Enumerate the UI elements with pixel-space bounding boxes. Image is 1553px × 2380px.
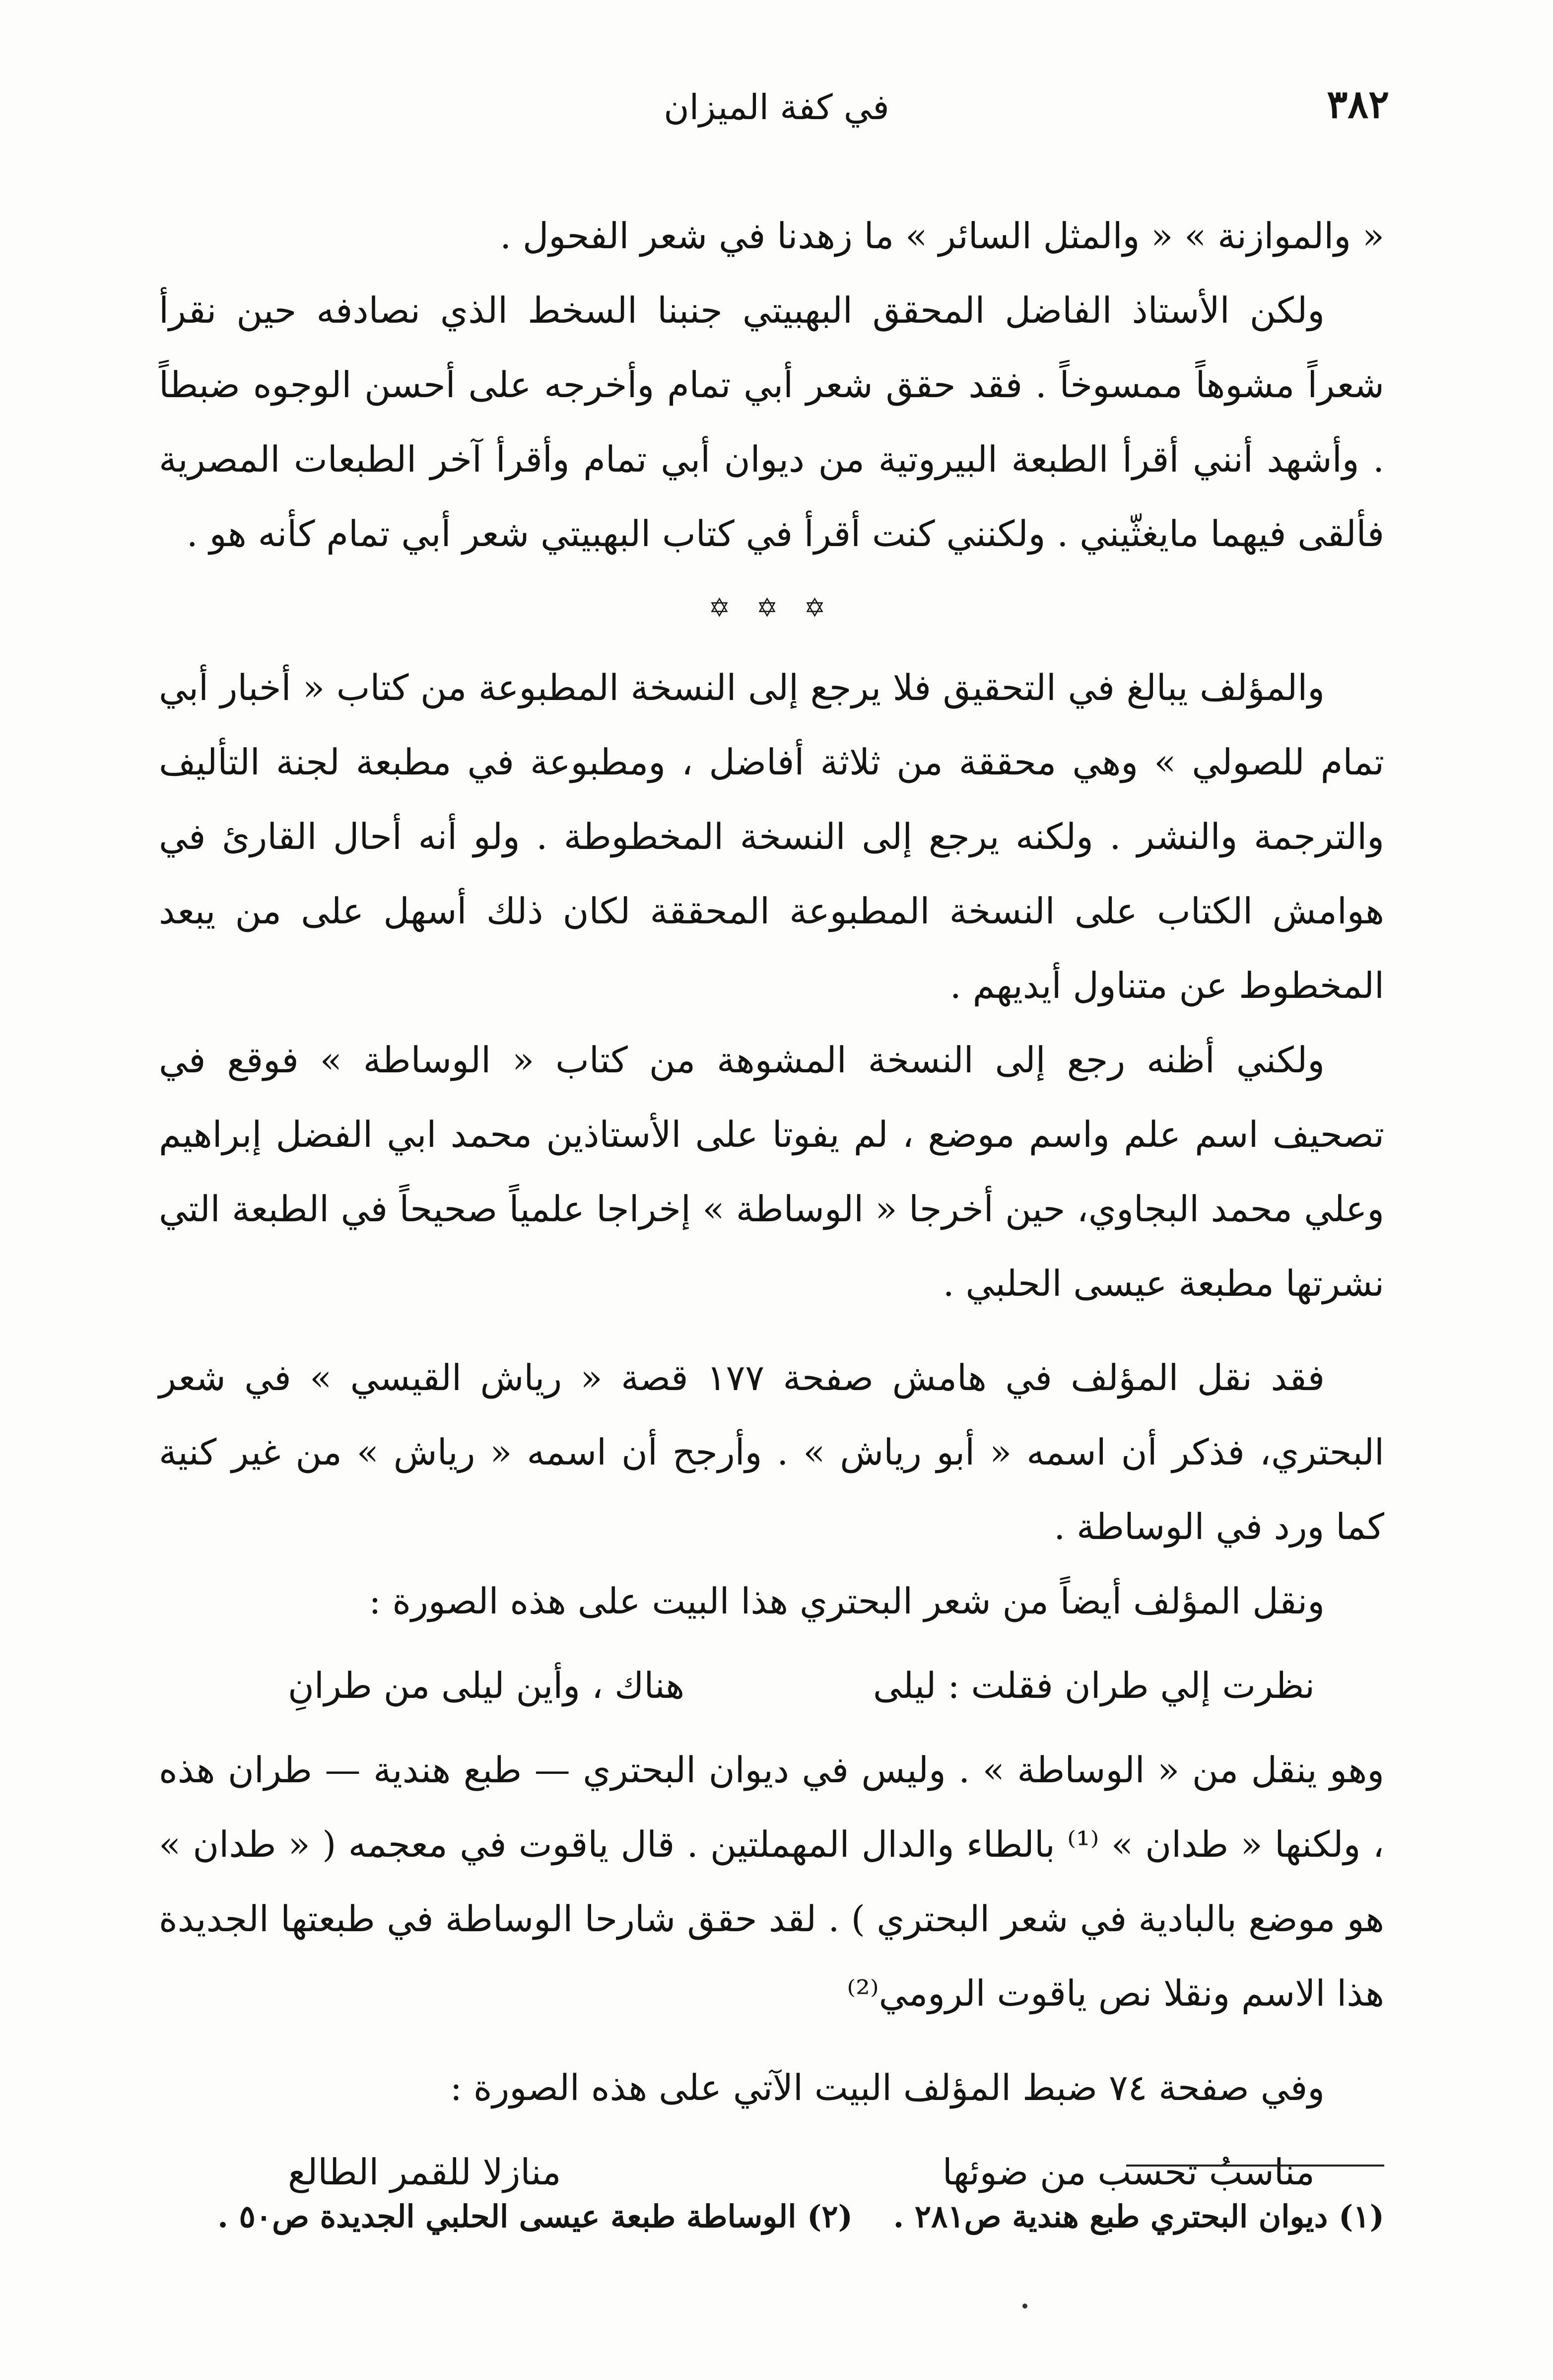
footnote-1: (١) ديوان البحتري طبع هندية ص٢٨١ . [893,2198,1384,2235]
paragraph-7: وهو ينقل من « الوساطة » . وليس في ديوان البحتري — طبع هندية — طران هذه ، ولكنها « طدان » ⁽¹⁾ بالطاء والدال المهملتين . قال ياقوت في معجمه ( « طدان » هو موضع بالبادية في شعر البحتري ) . لقد حقق شارحا الوساطة في طبعتها الجديدة هذا الاسم ونقلا نص ياقوت الرومي⁽²⁾ [159,1749,1384,2014]
running-title: في كفة الميزان [664,87,889,128]
verse-1-first-hemistich: نظرت إلي طران فقلت : ليلى [873,1665,1315,1706]
verse-1 [159,1648,1384,1723]
paragraph-6: ونقل المؤلف أيضاً من شعر البحتري هذا البيت على هذه الصورة : [369,1580,1325,1622]
paragraph-4: ولكني أظنه رجع إلى النسخة المشوهة من كتاب « الوساطة » فوقع في تصحيف اسم علم واسم موضع ، لم يفوتا على الأستاذين محمد ابي الفضل إبراهيم وعلي محمد البجاوي، حين أخرجا « الوساطة » إخراجا علمياً صحيحاً في الطبعة التي نشرتها مطبعة عيسى الحلبي . [159,1039,1384,1304]
verse-2-second-hemistich: منازلا للقمر الطالع [288,2151,561,2193]
paragraph-3: والمؤلف يبالغ في التحقيق فلا يرجع إلى النسخة المطبوعة من كتاب « أخبار أبي تمام للصولي » وهي محققة من ثلاثة أفاضل ، ومطبوعة في مطبعة لجنة التأليف والترجمة والنشر . ولكنه يرجع إلى النسخة المخطوطة . ولو أنه أحال القارئ في هوامش الكتاب على النسخة المطبوعة المحققة لكان ذلك أسهل على من يبعد المخطوط عن متناول أيديهم . [159,667,1384,1006]
page-number: ٣٨٢ [1327,82,1389,127]
print-speck [1022,2304,1027,2309]
paragraph-2: ولكن الأستاذ الفاضل المحقق البهبيتي جنبنا السخط الذي نصادفه حين نقرأ شعراً مشوهاً ممسوخاً . فقد حقق شعر أبي تمام وأخرجه على أحسن الوجوه ضبطاً . وأشهد أنني أقرأ الطبعة البيروتية من ديوان أبي تمام وأقرأ آخر الطبعات المصرية فألقى فيهما مايغثّيني . ولكنني كنت أقرأ في كتاب البهبيتي شعر أبي تمام كأنه هو . [159,289,1385,555]
paragraph-5: فقد نقل المؤلف في هامش صفحة ١٧٧ قصة « رياش القيسي » في شعر البحتري، فذكر أن اسمه « أبو رياش » . وأرجح أن اسمه « رياش » من غير كنية كما ورد في الوساطة . [159,1357,1385,1547]
paragraph-8: وفي صفحة ٧٤ ضبط المؤلف البيت الآتي على هذه الصورة : [450,2067,1325,2108]
paragraph-1: « والموازنة » « والمثل السائر » ما زهدنا في شعر الفحول . [500,215,1384,257]
page-header [164,82,1389,141]
footnote-divider [1126,2165,1384,2167]
verse-1-second-hemistich: هناك ، وأين ليلى من طرانِ [288,1665,685,1706]
section-separator-stars: ✡ ✡ ✡ [708,593,835,623]
verse-2-first-hemistich: مناسبُ تحسب من ضوئها [942,2151,1315,2193]
footnote-2: (٢) الوساطة طبعة عيسى الحلبي الجديدة ص٥٠ . [217,2198,853,2235]
body-text [159,199,1384,2219]
footnotes [164,2189,1384,2244]
